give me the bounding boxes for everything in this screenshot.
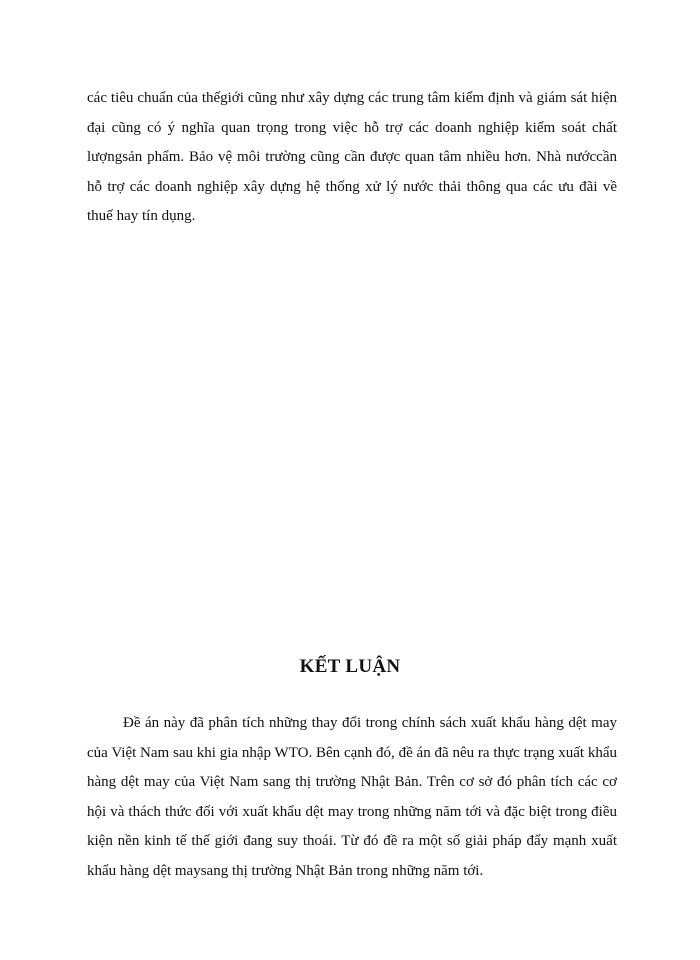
conclusion-paragraph: Đề án này đã phân tích những thay đổi trong chính sách xuất khẩu hàng dệt may của Việt Nam sau khi gia nhập WTO. Bên cạnh đó, đề án đã nêu ra thực trạng xuất khẩu hàng dệt may của Việt Nam sang thị trường Nhật Bản. Trên cơ sở đó phân tích các cơ hội và thách thức đối với xuất khẩu dệt may trong những năm tới và đặc biệt trong điều kiện nền kinh tế thế giới đang suy thoái. Từ đó đề ra một số giải pháp đẩy mạnh xuất khẩu hàng dệt maysang thị trường Nhật Bản trong những năm tới. — [87, 715, 617, 879]
continued-paragraph: các tiêu chuẩn của thếgiới cũng như xây dựng các trung tâm kiểm định và giám sát hiện đại cũng có ý nghĩa quan trọng trong việc hỗ trợ các doanh nghiệp kiểm soát chất lượngsản phẩm. Bảo vệ môi trường cũng cần được quan tâm nhiều hơn. Nhà nướccần hỗ trợ các doanh nghiệp xây dựng hệ thống xử lý nước thải thông qua các ưu đãi về thuế hay tín dụng. — [87, 90, 617, 225]
conclusion-heading: KẾT LUẬN — [299, 656, 401, 677]
